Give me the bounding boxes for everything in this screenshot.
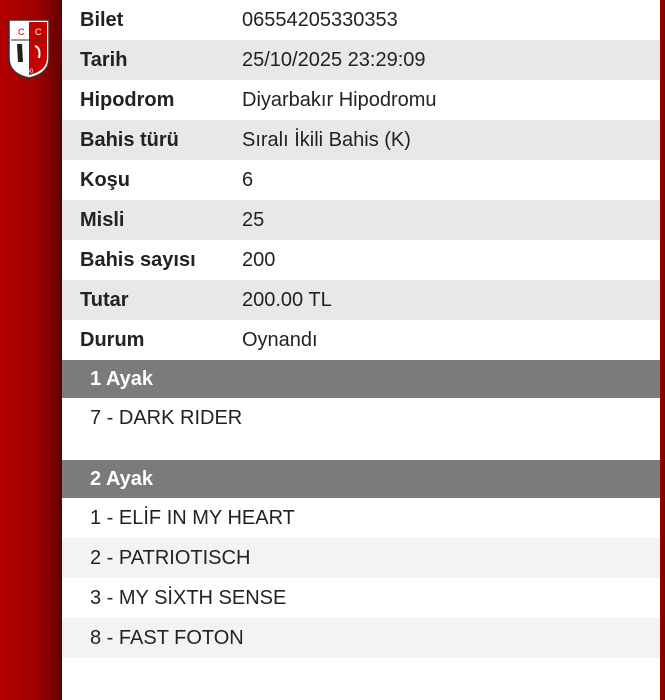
info-value: 25 — [242, 208, 265, 231]
info-row — [62, 200, 660, 240]
legs-list — [62, 360, 660, 658]
info-value: Diyarbakır Hipodromu — [242, 88, 437, 111]
info-label: Tarih — [80, 48, 128, 71]
info-row — [62, 120, 660, 160]
info-value: Oynandı — [242, 328, 318, 351]
svg-text:1950: 1950 — [20, 69, 34, 75]
info-label: Hipodrom — [80, 88, 175, 111]
info-label: Tutar — [80, 288, 129, 311]
info-label: Bahis türü — [80, 128, 179, 151]
info-value: 200 — [242, 248, 276, 271]
horse-pick: 7 - DARK RIDER — [90, 406, 243, 429]
info-row — [62, 80, 660, 120]
info-row — [62, 0, 660, 40]
info-label: Bilet — [80, 8, 124, 31]
info-value: 200.00 TL — [242, 288, 332, 311]
info-row — [62, 280, 660, 320]
info-row — [62, 320, 660, 360]
ticket-detail-panel — [62, 0, 660, 700]
leg-spacer — [62, 438, 660, 460]
jockey-club-logo — [6, 18, 52, 80]
ticket-info-table — [62, 0, 660, 360]
leg-header: 2 Ayak — [62, 460, 660, 498]
info-value: 06554205330353 — [242, 8, 398, 31]
info-row — [62, 240, 660, 280]
info-value: 25/10/2025 23:29:09 — [242, 48, 426, 71]
info-label: Koşu — [80, 168, 130, 191]
info-label: Bahis sayısı — [80, 248, 196, 271]
right-border — [660, 0, 665, 700]
horse-pick: 8 - FAST FOTON — [62, 618, 660, 658]
info-value: Sıralı İkili Bahis (K) — [242, 128, 411, 151]
horse-pick: 1 - ELİF IN MY HEART — [90, 506, 295, 529]
info-value: 6 — [242, 168, 254, 191]
info-label: Misli — [80, 208, 125, 231]
info-row — [62, 160, 660, 200]
info-label: Durum — [80, 328, 145, 351]
svg-text:C: C — [18, 27, 25, 37]
sidebar — [0, 0, 62, 700]
horse-pick: 2 - PATRIOTISCH — [62, 538, 660, 578]
leg-header: 1 Ayak — [62, 360, 660, 398]
info-row — [62, 40, 660, 80]
svg-text:C: C — [35, 27, 42, 37]
horse-pick: 3 - MY SİXTH SENSE — [90, 586, 287, 609]
